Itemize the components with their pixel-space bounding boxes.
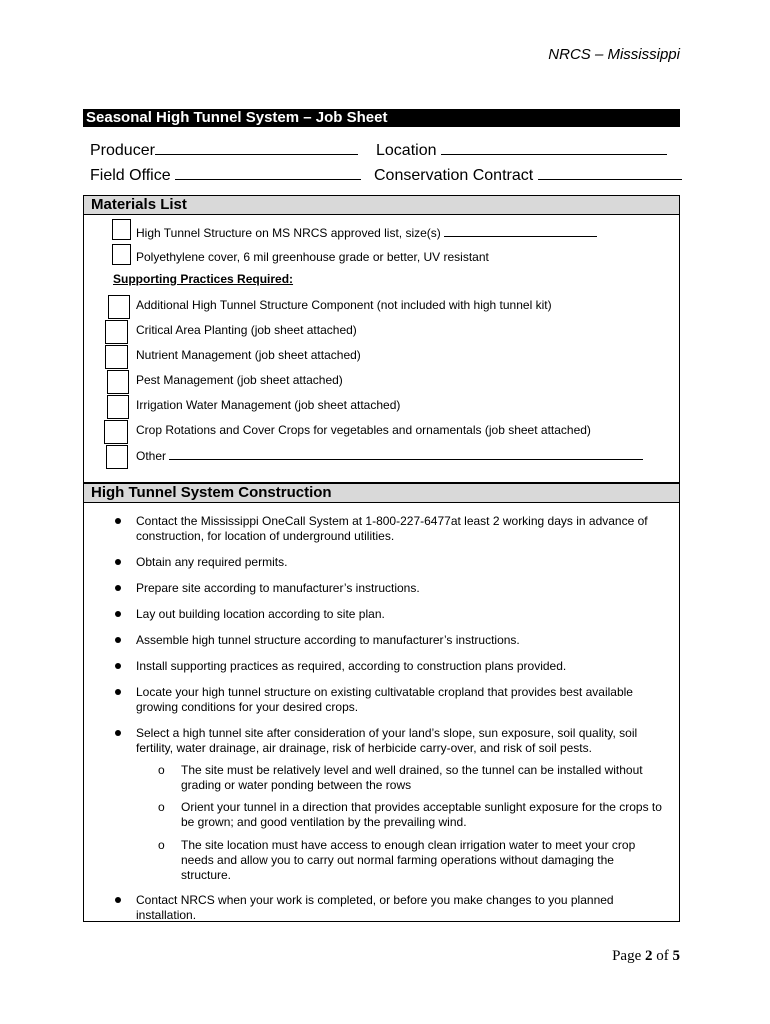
- material-item: High Tunnel Structure on MS NRCS approved list, size(s): [136, 225, 597, 240]
- bullet-dot: [115, 559, 121, 565]
- conservation-contract-field[interactable]: [374, 165, 682, 185]
- location-label: Location: [376, 142, 437, 159]
- construction-heading: High Tunnel System Construction: [84, 483, 679, 503]
- construction-bullet: Lay out building location according to site plan.: [136, 607, 385, 621]
- materials-heading: Materials List: [84, 196, 679, 215]
- supporting-item: Critical Area Planting (job sheet attached): [136, 323, 357, 337]
- supporting-item: Additional High Tunnel Structure Component (not included with high tunnel kit): [136, 298, 552, 312]
- header-region: NRCS – Mississippi: [548, 46, 680, 63]
- construction-sub-bullet: Orient your tunnel in a direction that provides acceptable sunlight exposure for the crops to be grown; and good ventilation by the prevailing wind.: [181, 800, 662, 829]
- supporting-item: Other: [136, 448, 643, 463]
- construction-bullet: Contact NRCS when your work is completed, or before you make changes to you planned installation.: [136, 893, 614, 922]
- checkbox-pest-management[interactable]: [107, 370, 129, 394]
- construction-bullet: Prepare site according to manufacturer’s instructions.: [136, 581, 420, 595]
- field-office-blank[interactable]: [175, 165, 361, 180]
- construction-bullet: Contact the Mississippi OneCall System at 1-800-227-6477at least 2 working days in advance of construction, for location of underground utilities.: [136, 514, 648, 543]
- sub-bullet-marker: o: [158, 800, 165, 814]
- producer-blank[interactable]: [155, 140, 358, 155]
- location-field[interactable]: [376, 140, 667, 160]
- checkbox-high-tunnel-structure[interactable]: [112, 219, 131, 240]
- construction-sub-bullet: The site location must have access to enough clean irrigation water to meet your crop needs and allow you to carry out normal farming operations without damaging the structure.: [181, 838, 636, 882]
- bullet-dot: [115, 518, 121, 524]
- bullet-dot: [115, 611, 121, 617]
- construction-bullet: Select a high tunnel site after consideration of your land’s slope, sun exposure, soil quality, soil fertility, water drainage, air drainage, risk of herbicide carry-over, and risk of soil pests.: [136, 726, 638, 755]
- supporting-item: Irrigation Water Management (job sheet attached): [136, 398, 401, 412]
- producer-label: Producer: [90, 142, 155, 159]
- other-blank[interactable]: [169, 448, 643, 460]
- supporting-item: Nutrient Management (job sheet attached): [136, 348, 361, 362]
- construction-bullet: Locate your high tunnel structure on existing cultivatable cropland that provides best available growing conditions for your desired crops.: [136, 685, 633, 714]
- field-office-field[interactable]: [90, 165, 361, 185]
- checkbox-additional-component[interactable]: [108, 295, 130, 319]
- checkbox-irrigation-water-management[interactable]: [107, 395, 129, 419]
- bullet-dot: [115, 585, 121, 591]
- supporting-item: Pest Management (job sheet attached): [136, 373, 343, 387]
- conservation-contract-label: Conservation Contract: [374, 167, 534, 184]
- bullet-dot: [115, 663, 121, 669]
- bullet-dot: [115, 637, 121, 643]
- checkbox-polyethylene-cover[interactable]: [112, 244, 131, 265]
- page-title: Seasonal High Tunnel System – Job Sheet: [83, 109, 680, 127]
- checkbox-crop-rotations[interactable]: [104, 420, 128, 444]
- checkbox-nutrient-management[interactable]: [105, 345, 128, 369]
- field-office-label: Field Office: [90, 167, 171, 184]
- checkbox-critical-area-planting[interactable]: [105, 320, 128, 344]
- supporting-practices-heading: Supporting Practices Required:: [113, 272, 294, 286]
- material-item: Polyethylene cover, 6 mil greenhouse grade or better, UV resistant: [136, 250, 489, 264]
- bullet-dot: [115, 897, 121, 903]
- construction-bullet: Install supporting practices as required, according to construction plans provided.: [136, 659, 567, 673]
- construction-bullet: Obtain any required permits.: [136, 555, 288, 569]
- checkbox-other[interactable]: [106, 445, 128, 469]
- location-blank[interactable]: [441, 140, 667, 155]
- page-number: Page 2 of 5: [612, 948, 680, 964]
- bullet-dot: [115, 689, 121, 695]
- conservation-contract-blank[interactable]: [538, 165, 682, 180]
- sub-bullet-marker: o: [158, 763, 165, 777]
- producer-field[interactable]: [90, 140, 358, 160]
- bullet-dot: [115, 730, 121, 736]
- construction-sub-bullet: The site must be relatively level and well drained, so the tunnel can be installed without grading or water ponding between the rows: [181, 763, 643, 792]
- sub-bullet-marker: o: [158, 838, 165, 852]
- supporting-item: Crop Rotations and Cover Crops for vegetables and ornamentals (job sheet attached): [136, 423, 591, 437]
- construction-bullet: Assemble high tunnel structure according to manufacturer’s instructions.: [136, 633, 520, 647]
